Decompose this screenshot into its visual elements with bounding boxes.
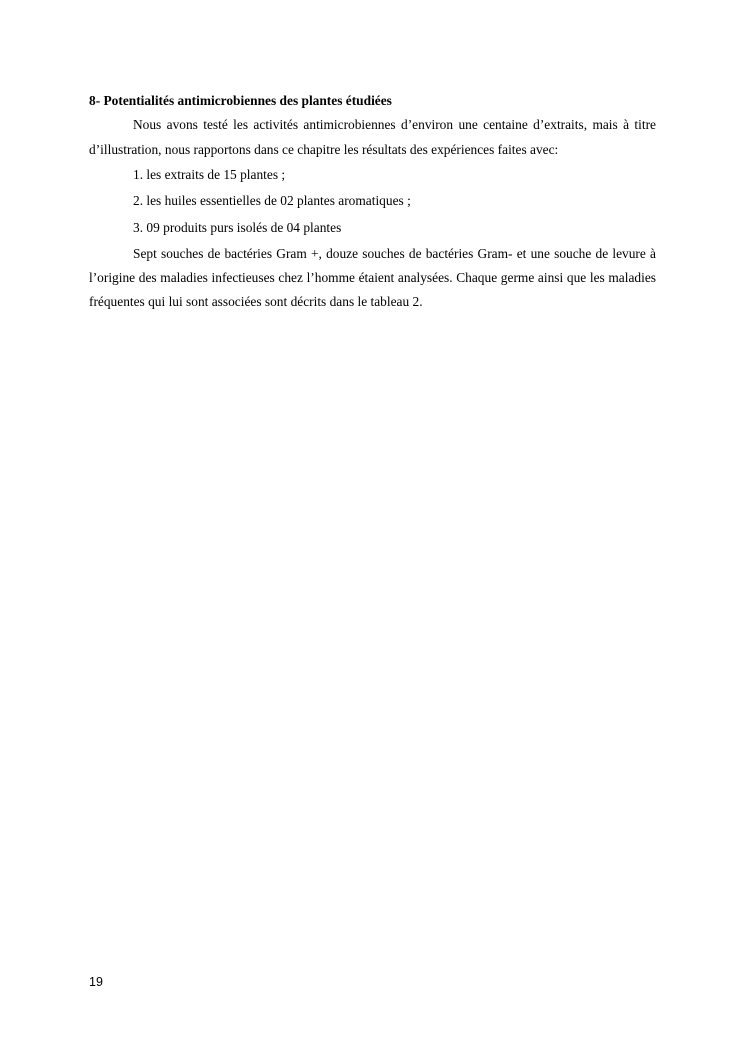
numbered-list [89, 162, 656, 242]
list-item: 3. 09 produits purs isolés de 04 plantes [133, 220, 342, 236]
page-number: 19 [89, 975, 103, 989]
intro-paragraph: Nous avons testé les activités antimicrobiennes d’environ une centaine d’extraits, mais à titre d’illustration, nous rapportons dans ce chapitre les résultats des expériences faites avec: [89, 117, 656, 157]
list-item: 1. les extraits de 15 plantes ; [133, 166, 286, 182]
strains-paragraph: Sept souches de bactéries Gram +, douze souches de bactéries Gram- et une souche de levure à l’origine des maladies infectieuses chez l’homme étaient analysées. Chaque germe ainsi que les maladies fréquentes qui lui sont associées sont décrits dans le tableau 2. [89, 245, 656, 310]
section-heading: 8- Potentialités antimicrobiennes des plantes étudiées [89, 93, 392, 108]
page-content [89, 89, 656, 315]
list-item: 2. les huiles essentielles de 02 plantes aromatiques ; [133, 193, 411, 209]
